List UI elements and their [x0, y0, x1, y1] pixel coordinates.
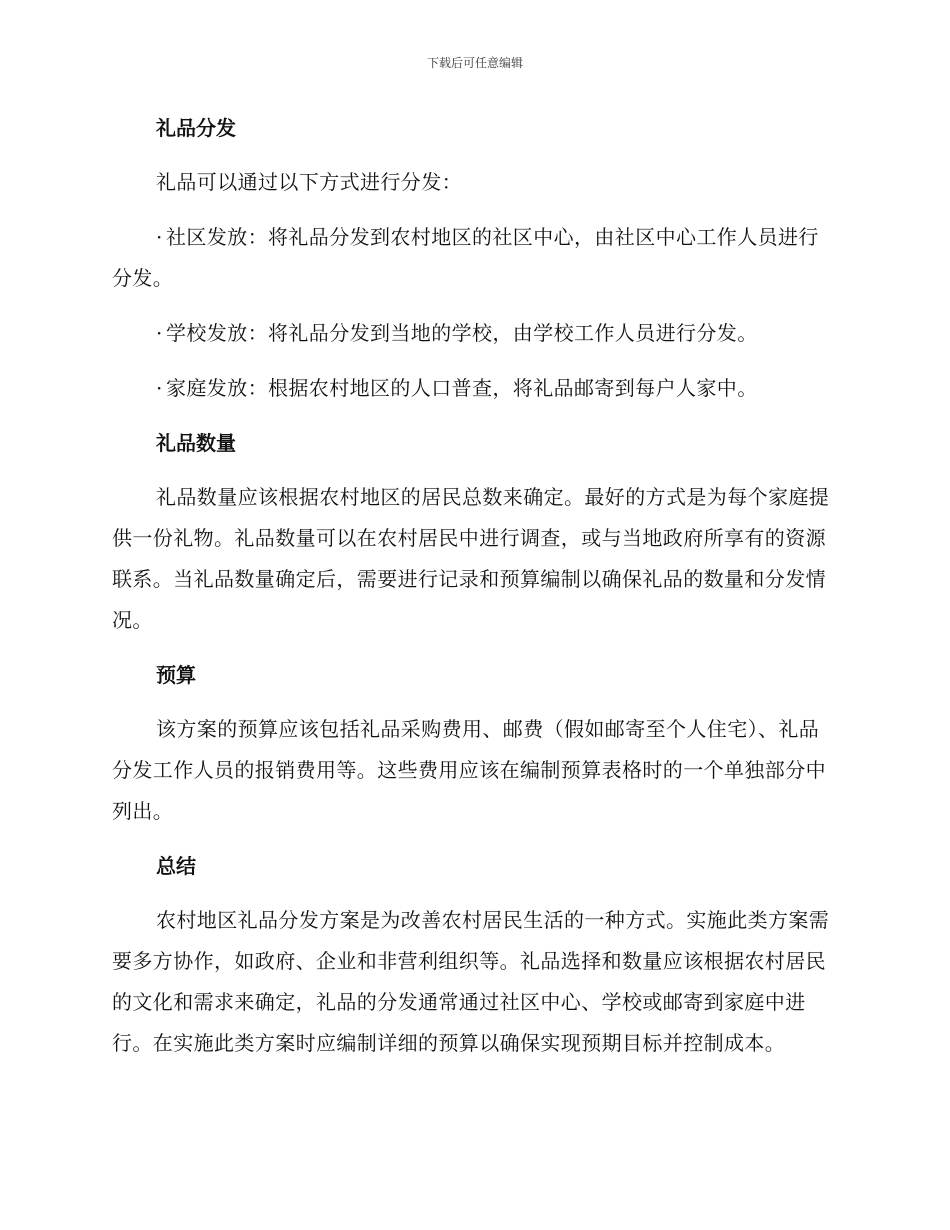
quantity-paragraph: 礼品数量应该根据农村地区的居民总数来确定。最好的方式是为每个家庭提供一份礼物。礼品数量可以在农村居民中进行调查，或与当地政府所享有的资源联系。当礼品数量确定后，需要进行记录和预算编制以确保礼品的数量和分发情况。 — [112, 485, 830, 632]
bullet-item-school — [112, 313, 830, 354]
bullet-marker: · — [156, 321, 163, 345]
section-heading-quantity: 礼品数量 — [156, 431, 236, 455]
bullet-item-family — [112, 368, 830, 409]
bullet-text: 社区发放：将礼品分发到农村地区的社区中心，由社区中心工作人员进行分发。 — [112, 225, 819, 290]
distribution-intro: 礼品可以通过以下方式进行分发： — [156, 170, 462, 194]
document-body — [112, 108, 830, 1078]
section-heading-distribution: 礼品分发 — [156, 116, 236, 140]
bullet-text: 家庭发放：根据农村地区的人口普查，将礼品邮寄到每户人家中。 — [166, 376, 758, 400]
budget-paragraph: 该方案的预算应该包括礼品采购费用、邮费（假如邮寄至个人住宅）、礼品分发工作人员的报销费用等。这些费用应该在编制预算表格时的一个单独部分中列出。 — [112, 717, 826, 823]
section-heading-summary: 总结 — [156, 854, 196, 878]
page-header-note: 下载后可任意编辑 — [426, 56, 523, 70]
bullet-text: 学校发放：将礼品分发到当地的学校，由学校工作人员进行分发。 — [166, 321, 758, 345]
section-heading-budget: 预算 — [156, 663, 196, 687]
bullet-marker: · — [156, 376, 163, 400]
bullet-item-community — [112, 217, 830, 299]
bullet-marker: · — [156, 225, 163, 249]
summary-paragraph: 农村地区礼品分发方案是为改善农村居民生活的一种方式。实施此类方案需要多方协作，如政府、企业和非营利组织等。礼品选择和数量应该根据农村居民的文化和需求来确定，礼品的分发通常通过社区中心、学校或邮寄到家庭中进行。在实施此类方案时应编制详细的预算以确保实现预期目标并控制成本。 — [112, 908, 830, 1055]
